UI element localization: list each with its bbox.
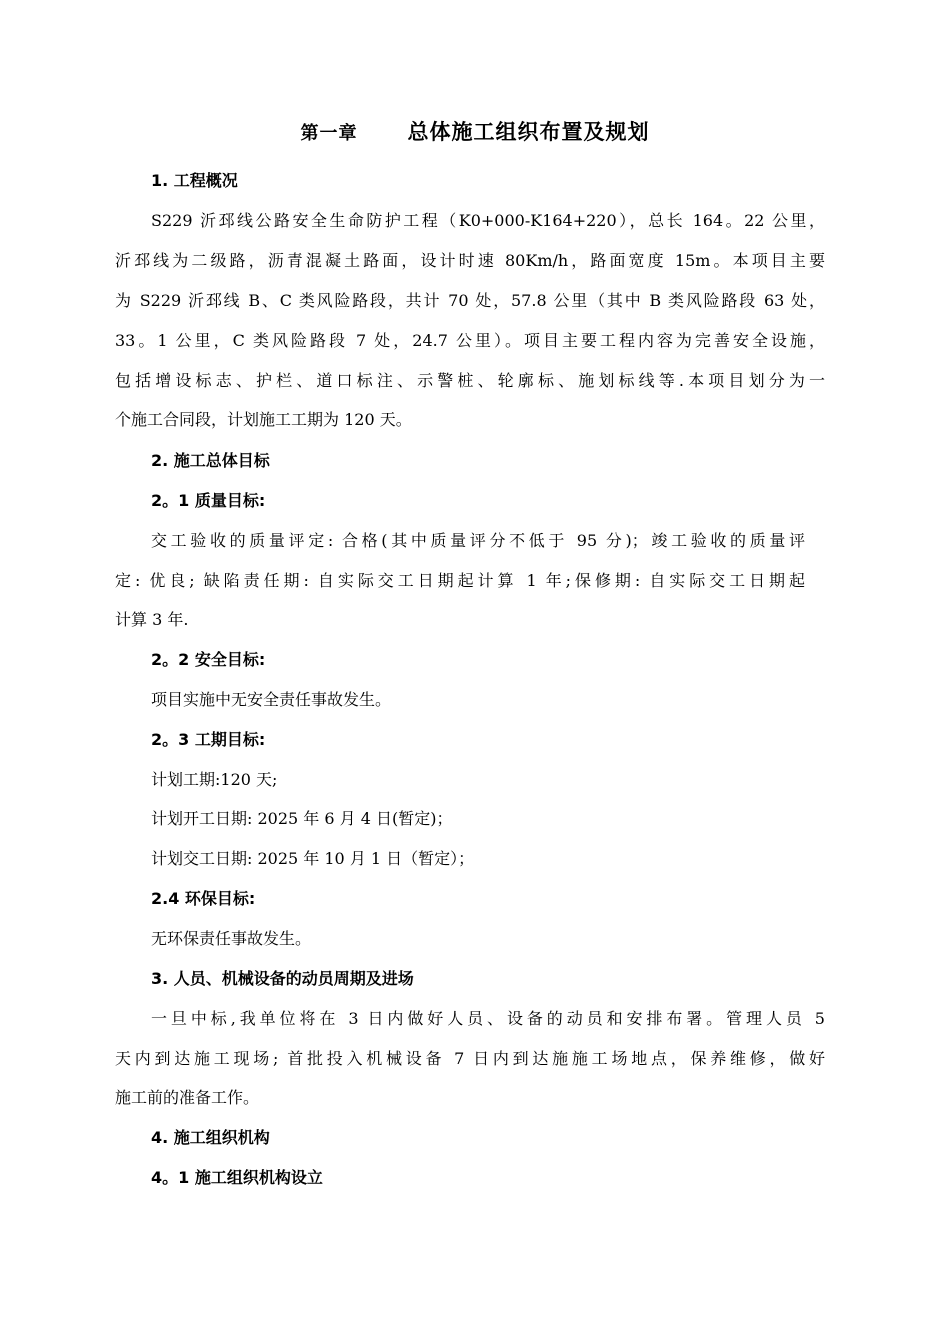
paragraph-line: 计划开工日期: 2025 年 6 月 4 日(暂定)； — [151, 809, 453, 828]
section-heading-2: 2. 施工总体目标 — [151, 451, 270, 470]
subsection-heading-2-4: 2.4 环保目标: — [151, 889, 256, 908]
paragraph-line: S229 沂邳线公路安全生命防护工程（K0+000-K164+220），总长 164。22 公里， — [151, 211, 825, 230]
section-heading-3: 3. 人员、机械设备的动员周期及进场 — [151, 969, 414, 988]
subsection-heading-2-1: 2。1 质量目标: — [151, 491, 266, 510]
section-heading-4: 4. 施工组织机构 — [151, 1128, 270, 1147]
paragraph-line: 计划交工日期: 2025 年 10 月 1 日（暂定）； — [151, 849, 475, 868]
chapter-title-text: 总体施工组织布置及规划 — [407, 120, 650, 144]
paragraph-line: 沂邳线为二级路，沥青混凝土路面，设计时速 80Km/h，路面宽度 15m。本项目主要 — [115, 251, 825, 270]
paragraph-line: 计划工期:120 天; — [151, 770, 278, 789]
paragraph-line: 施工前的准备工作。 — [115, 1088, 260, 1107]
subsection-heading-2-2: 2。2 安全目标: — [151, 650, 266, 669]
paragraph-line: 定: 优良; 缺陷责任期: 自实际交工日期起计算 1 年;保修期: 自实际交工日期起 — [115, 571, 805, 590]
paragraph-line: 33。1 公里，C 类风险路段 7 处，24.7 公里）。项目主要工程内容为完善安全设施， — [115, 331, 825, 350]
paragraph-line: 为 S229 沂邳线 B、C 类风险路段，共计 70 处，57.8 公里（其中 B 类风险路段 63 处， — [115, 291, 825, 310]
paragraph-line: 包括增设标志、护栏、道口标注、示警桩、轮廓标、施划标线等.本项目划分为一 — [115, 371, 825, 390]
paragraph-line: 计算 3 年. — [115, 610, 189, 629]
paragraph-line: 项目实施中无安全责任事故发生。 — [151, 690, 392, 709]
section-heading-1: 1. 工程概况 — [151, 171, 238, 190]
paragraph-line: 一旦中标,我单位将在 3 日内做好人员、设备的动员和安排布署。管理人员 5 — [151, 1009, 825, 1028]
paragraph-line: 天内到达施工现场; 首批投入机械设备 7 日内到达施施工场地点，保养维修，做好 — [115, 1049, 825, 1068]
subsection-heading-4-1: 4。1 施工组织机构设立 — [151, 1168, 323, 1187]
chapter-number: 第一章 — [300, 123, 358, 144]
paragraph-line: 个施工合同段，计划施工工期为 120 天。 — [115, 410, 412, 429]
paragraph-line: 无环保责任事故发生。 — [151, 929, 312, 948]
paragraph-line: 交工验收的质量评定: 合格(其中质量评分不低于 95 分)；竣工验收的质量评 — [151, 531, 805, 550]
chapter-title — [0, 116, 950, 150]
subsection-heading-2-3: 2。3 工期目标: — [151, 730, 266, 749]
